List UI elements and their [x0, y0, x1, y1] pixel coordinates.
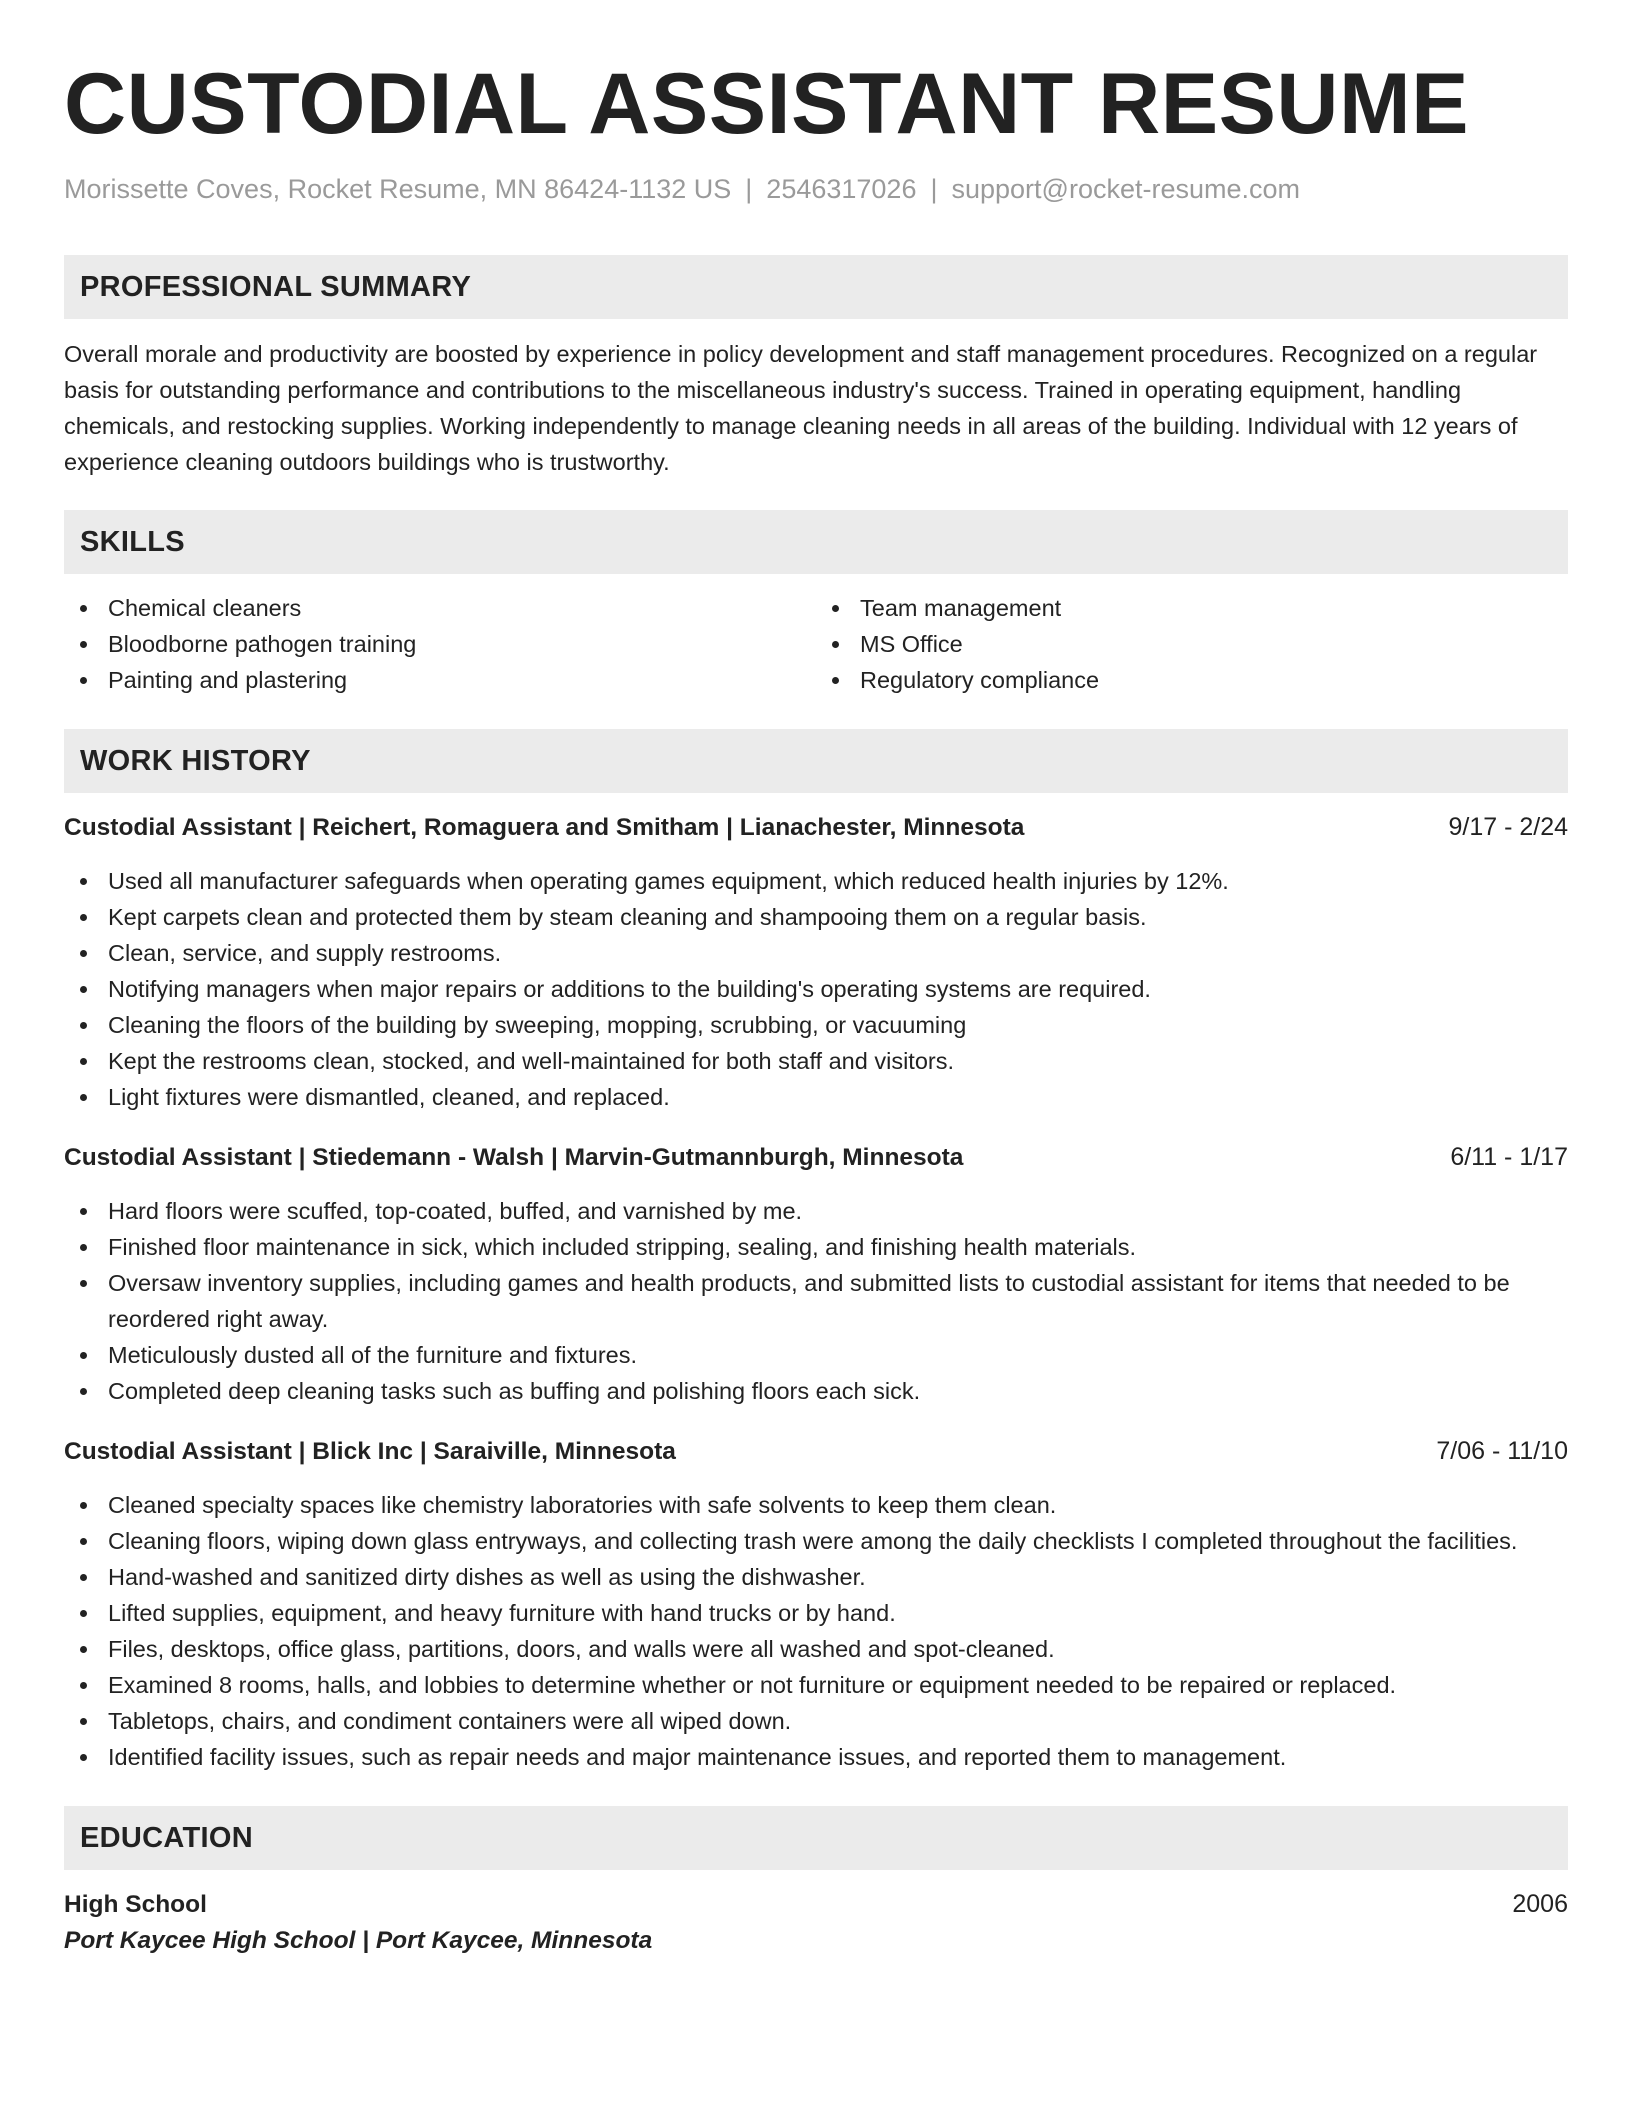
job-bullet: Cleaning floors, wiping down glass entryways, and collecting trash were among the daily checklists I completed throughout the facilities.: [64, 1523, 1568, 1559]
job-dates: 6/11 - 1/17: [1450, 1143, 1568, 1171]
job-bullet: Oversaw inventory supplies, including games and health products, and submitted lists to custodial assistant for items that needed to be reordered right away.: [64, 1265, 1568, 1337]
job-header: [64, 809, 1568, 846]
job-bullet: Notifying managers when major repairs or additions to the building's operating systems are required.: [64, 971, 1568, 1007]
job-bullet: Finished floor maintenance in sick, which included stripping, sealing, and finishing health materials.: [64, 1229, 1568, 1265]
skill-item: MS Office: [816, 626, 1568, 662]
job-entry: [64, 809, 1568, 1115]
skill-item: Regulatory compliance: [816, 662, 1568, 698]
skills-column-right: [816, 590, 1568, 698]
job-header: [64, 1433, 1568, 1470]
job-bullet: Cleaning the floors of the building by sweeping, mopping, scrubbing, or vacuuming: [64, 1007, 1568, 1043]
skills-section: [64, 510, 1568, 698]
job-bullet: Clean, service, and supply restrooms.: [64, 935, 1568, 971]
job-title: Custodial Assistant | Blick Inc | Saraiville, Minnesota: [64, 1438, 676, 1465]
contact-email: support@rocket-resume.com: [951, 174, 1301, 204]
job-bullets: [64, 1487, 1568, 1775]
job-title: Custodial Assistant | Stiedemann - Walsh | Marvin-Gutmannburgh, Minnesota: [64, 1144, 964, 1171]
contact-separator: |: [930, 174, 938, 204]
contact-line: [64, 172, 1568, 206]
job-title: Custodial Assistant | Reichert, Romaguera and Smitham | Lianachester, Minnesota: [64, 814, 1025, 841]
skill-item: Chemical cleaners: [64, 590, 816, 626]
job-bullets: [64, 1193, 1568, 1409]
job-bullet: Light fixtures were dismantled, cleaned, and replaced.: [64, 1079, 1568, 1115]
contact-phone: 2546317026: [766, 174, 917, 204]
section-heading: EDUCATION: [64, 1806, 1568, 1870]
resume-title: CUSTODIAL ASSISTANT RESUME: [64, 56, 1470, 152]
skill-item: Team management: [816, 590, 1568, 626]
job-bullet: Used all manufacturer safeguards when operating games equipment, which reduced health injuries by 12%.: [64, 863, 1568, 899]
summary-text: Overall morale and productivity are boosted by experience in policy development and staff management procedures. Recognized on a regular basis for outstanding performance and contributions to the miscellaneous industry's success. Trained in operating equipment, handling chemicals, and restocking supplies. Working independently to manage cleaning needs in all areas of the building. Individual with 12 years of experience cleaning outdoors buildings who is trustworthy.: [64, 341, 1538, 475]
job-bullet: Meticulously dusted all of the furniture and fixtures.: [64, 1337, 1568, 1373]
section-heading: PROFESSIONAL SUMMARY: [64, 255, 1568, 319]
job-dates: 9/17 - 2/24: [1448, 813, 1568, 841]
section-heading: WORK HISTORY: [64, 729, 1568, 793]
job-bullet: Hard floors were scuffed, top-coated, buffed, and varnished by me.: [64, 1193, 1568, 1229]
section-heading: SKILLS: [64, 510, 1568, 574]
education-section: [64, 1806, 1568, 1959]
job-bullet: Lifted supplies, equipment, and heavy furniture with hand trucks or by hand.: [64, 1595, 1568, 1631]
job-bullet: Cleaned specialty spaces like chemistry laboratories with safe solvents to keep them clean.: [64, 1487, 1568, 1523]
education-year: 2006: [1512, 1890, 1568, 1918]
job-bullet: Identified facility issues, such as repair needs and major maintenance issues, and reported them to management.: [64, 1739, 1568, 1775]
skill-item: Bloodborne pathogen training: [64, 626, 816, 662]
job-bullet: Kept carpets clean and protected them by steam cleaning and shampooing them on a regular basis.: [64, 899, 1568, 935]
job-bullet: Files, desktops, office glass, partitions, doors, and walls were all washed and spot-cleaned.: [64, 1631, 1568, 1667]
education-degree: High School: [64, 1891, 207, 1918]
job-bullet: Kept the restrooms clean, stocked, and well-maintained for both staff and visitors.: [64, 1043, 1568, 1079]
education-header: [64, 1886, 1568, 1923]
skills-grid: [64, 590, 1568, 698]
education-school: Port Kaycee High School | Port Kaycee, Minnesota: [64, 1927, 653, 1954]
professional-summary-section: [64, 255, 1568, 480]
skill-item: Painting and plastering: [64, 662, 816, 698]
job-entry: [64, 1433, 1568, 1775]
work-history-section: [64, 729, 1568, 1775]
job-bullets: [64, 863, 1568, 1115]
skills-column-left: [64, 590, 816, 698]
job-header: [64, 1139, 1568, 1176]
contact-separator: |: [745, 174, 753, 204]
job-dates: 7/06 - 11/10: [1436, 1437, 1568, 1465]
job-bullet: Tabletops, chairs, and condiment containers were all wiped down.: [64, 1703, 1568, 1739]
job-entry: [64, 1139, 1568, 1409]
job-bullet: Examined 8 rooms, halls, and lobbies to determine whether or not furniture or equipment needed to be repaired or replaced.: [64, 1667, 1568, 1703]
contact-address: Morissette Coves, Rocket Resume, MN 86424-1132 US: [64, 174, 732, 204]
job-bullet: Completed deep cleaning tasks such as buffing and polishing floors each sick.: [64, 1373, 1568, 1409]
job-bullet: Hand-washed and sanitized dirty dishes as well as using the dishwasher.: [64, 1559, 1568, 1595]
